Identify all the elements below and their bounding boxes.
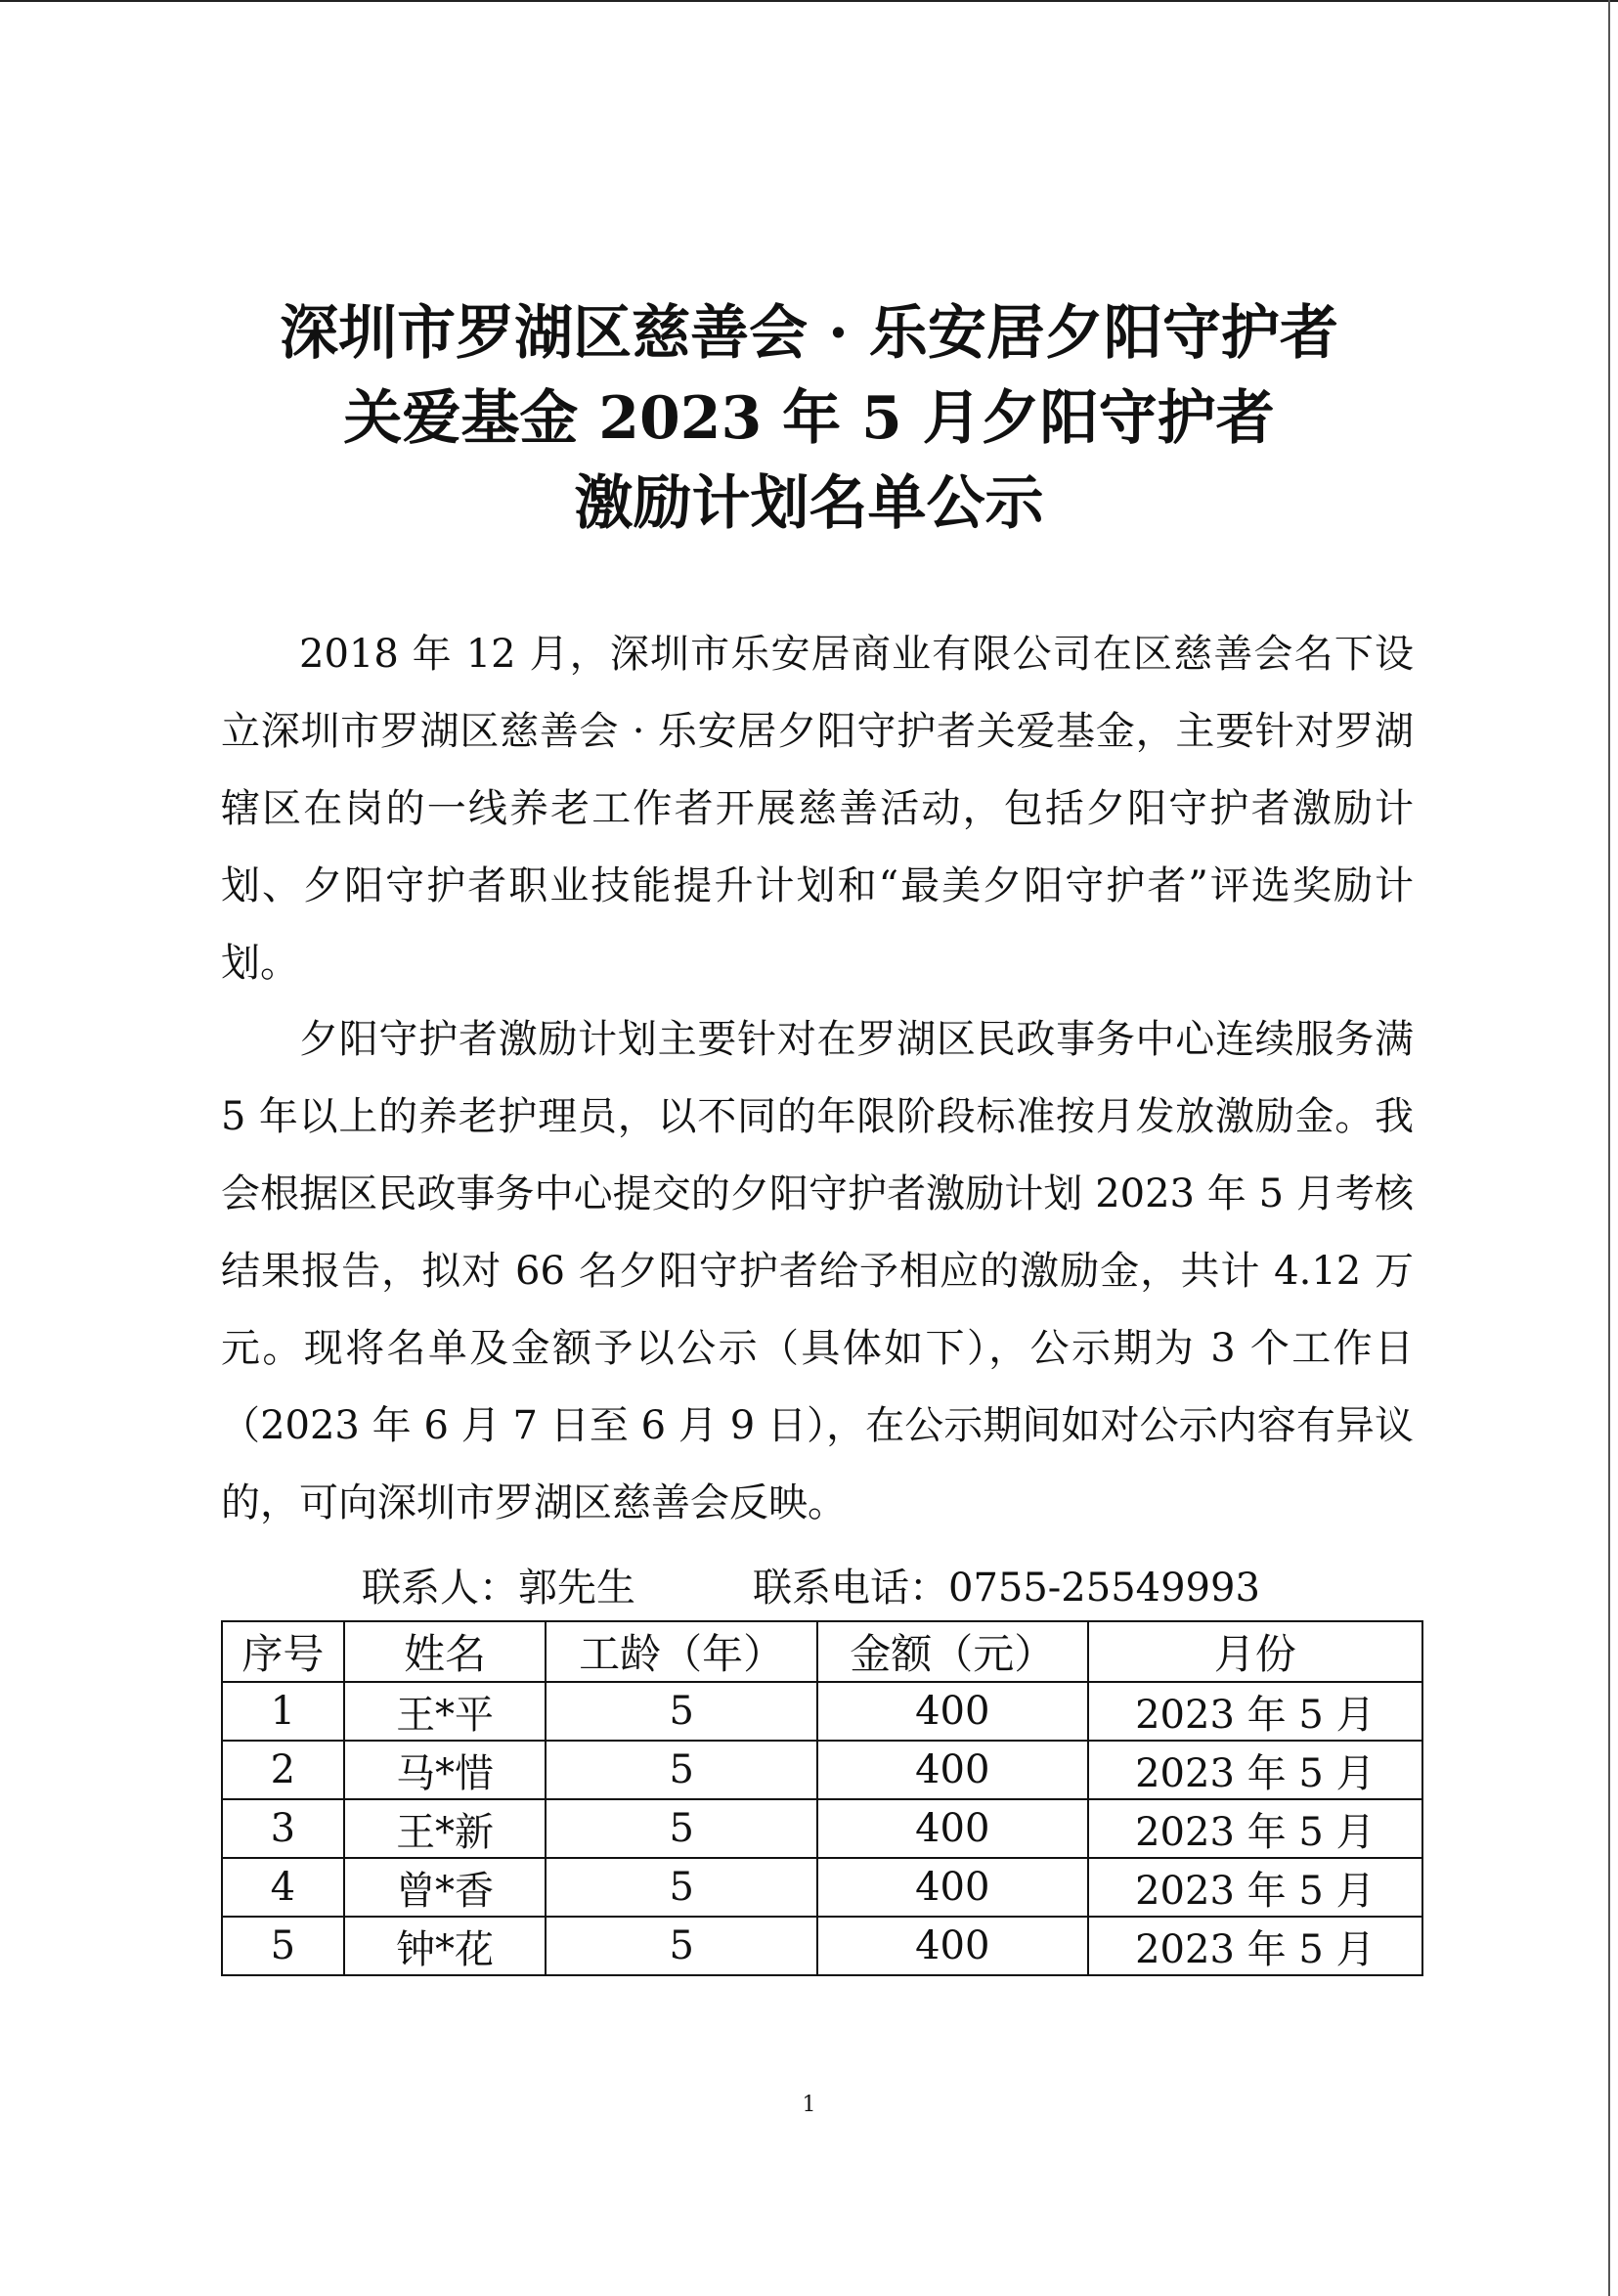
table-row [222,1682,1422,1741]
contact-phone: 联系电话：0755-25549993 [753,1566,1260,1611]
cell-amount: 400 [817,1799,1088,1858]
cell-month: 2023 年 5 月 [1088,1858,1422,1917]
cell-years: 5 [546,1858,817,1917]
cell-years: 5 [546,1799,817,1858]
cell-name: 曾*香 [344,1858,547,1917]
contact-person: 联系人：郭先生 [362,1566,635,1611]
header-years: 工龄（年） [546,1621,817,1682]
cell-name: 王*新 [344,1799,547,1858]
table-header-row [222,1621,1422,1682]
cell-index: 2 [222,1741,344,1799]
cell-month: 2023 年 5 月 [1088,1799,1422,1858]
cell-month: 2023 年 5 月 [1088,1917,1422,1975]
cell-name: 王*平 [344,1682,547,1741]
cell-index: 3 [222,1799,344,1858]
table-row [222,1858,1422,1917]
contact-line [362,1559,1260,1617]
title-line-1: 深圳市罗湖区慈善会 · 乐安居夕阳守护者 [280,299,1338,368]
header-amount: 金额（元） [817,1621,1088,1682]
cell-index: 4 [222,1858,344,1917]
cell-years: 5 [546,1741,817,1799]
header-month: 月份 [1088,1621,1422,1682]
title-line-2: 关爱基金 2023 年 5 月夕阳守护者 [343,384,1275,453]
cell-index: 5 [222,1917,344,1975]
cell-name: 钟*花 [344,1917,547,1975]
scan-edge-top [0,0,1618,2]
cell-amount: 400 [817,1682,1088,1741]
cell-index: 1 [222,1682,344,1741]
cell-name: 马*惜 [344,1741,547,1799]
table-row [222,1741,1422,1799]
document-title [0,291,1618,547]
cell-amount: 400 [817,1917,1088,1975]
cell-years: 5 [546,1682,817,1741]
cell-amount: 400 [817,1858,1088,1917]
header-index: 序号 [222,1621,344,1682]
cell-month: 2023 年 5 月 [1088,1682,1422,1741]
table-row [222,1917,1422,1975]
cell-amount: 400 [817,1741,1088,1799]
intro-paragraph: 2018 年 12 月，深圳市乐安居商业有限公司在区慈善会名下设立深圳市罗湖区慈善会 · 乐安居夕阳守护者关爱基金，主要针对罗湖辖区在岗的一线养老工作者开展慈善活动，包括夕阳守护者激励计划、夕阳守护者职业技能提升计划和“最美夕阳守护者”评选奖励计划。 [221,632,1414,986]
page-number: 1 [802,2093,816,2117]
cell-month: 2023 年 5 月 [1088,1741,1422,1799]
table-row [222,1799,1422,1858]
recipient-table [221,1620,1423,1976]
cell-years: 5 [546,1917,817,1975]
announcement-paragraph: 夕阳守护者激励计划主要针对在罗湖区民政事务中心连续服务满 5 年以上的养老护理员，以不同的年限阶段标准按月发放激励金。我会根据区民政事务中心提交的夕阳守护者激励计划 2023 年 5 月考核结果报告，拟对 66 名夕阳守护者给予相应的激励金，共计 4.12 万元。现将名单及金额予以公示（具体如下），公示期为 3 个工作日（2023 年 6 月 7 日至 6 月 9 日），在公示期间如对公示内容有异议的，可向深圳市罗湖区慈善会反映。 [221,1017,1414,1525]
header-name: 姓名 [344,1621,547,1682]
title-line-3: 激励计划名单公示 [574,469,1044,538]
